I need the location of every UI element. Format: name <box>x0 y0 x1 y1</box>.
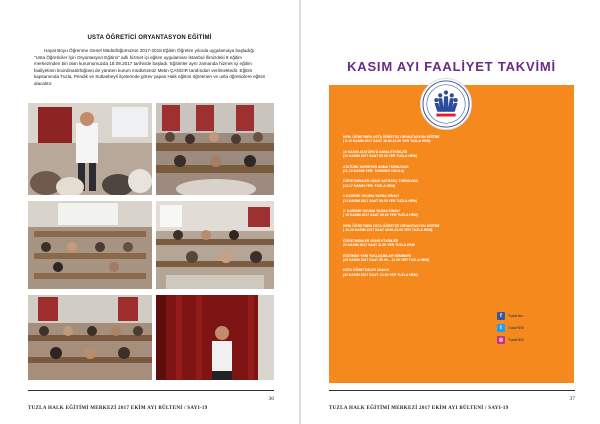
footer-text: TUZLA HALK EĞİTİMİ MERKEZİ 2017 EKİM AYI BÜLTENİ / SAYI-19 <box>28 406 208 411</box>
social-links <box>497 311 565 347</box>
event-item <box>343 209 481 218</box>
facebook-icon: f <box>497 312 505 320</box>
footer-rule <box>28 390 274 391</box>
photo-classroom-right <box>156 201 274 289</box>
event-title: ÖĞRETMENLER GÜNÜ SATRANÇ TURNUVASI <box>343 179 419 184</box>
event-item <box>343 224 481 233</box>
footer-text: TUZLA HALK EĞİTİMİ MERKEZİ 2017 EKİM AYI BÜLTENİ / SAYI-19 <box>329 406 509 411</box>
instagram-icon: ◎ <box>498 337 504 343</box>
social-label: TuzlaHEM <box>508 338 524 342</box>
event-list <box>343 135 481 283</box>
event-date: (13-17 KASIM YER: TUZLA HEM) <box>343 183 396 188</box>
photo-speaker <box>156 295 274 380</box>
event-item <box>343 135 481 144</box>
event-date: 24 KASIM 2017 SAAT 11.00 YER TUZLA HEM <box>343 243 415 248</box>
footer <box>329 396 575 411</box>
page-number: 36 <box>268 396 274 402</box>
article-paragraph: Hayat Boyu Öğrenme Genel Müdürlüğümüzün 2017-2018 Eğitim Öğretim yılında uygulamaya başladığı "Usta Öğreticiler İçin Oryantasyon Eğitimi" adlı hizmet içi eğitim uygulaması İstanbul İlimizdeki 8 eğitim merkezinden biri olan kurumumuzda 18.09.2017 tarihinde başladı. Eğitimler aynı zamanda hizmet içi eğitim faaliyetinin koordinatörlüğünü de yürüten kurum müdürümüz Metin ÇANGIR tarafından verilmektedir. Eğitim kapsamında Tuzla, Pendik ve Sultanbeyli ilçelerinde görev yapan Halk eğitimi öğretmen ve usta öğreticilere eğitim alacaktır. <box>34 48 266 86</box>
event-title: HEM. ÖĞRETMEN USTA ÖĞRETİCİ ORYANTASYON EĞİTİMİ <box>343 135 440 139</box>
event-title: 10 KASIM ATATÜRK'Ü ANMA ETKİNLİĞİ <box>343 149 407 154</box>
photo-classroom-left <box>28 201 152 289</box>
photo-group <box>28 295 152 380</box>
event-title: ATATÜRK KURSİYER ANMA TURNUVASI <box>343 164 409 169</box>
social-link-facebook[interactable] <box>497 311 565 321</box>
event-date: ( 15 KASIM 2017 SAAT 09.00 YER TUZLA HEM) <box>343 213 418 218</box>
event-item <box>343 268 481 277</box>
event-date: (11-12 KASIM YER: TANIMSIZ OKULU) <box>343 169 405 174</box>
event-date: (10 KASIM 2017 SAAT 09.05 YER TUZLA HEM) <box>343 154 417 159</box>
page-number: 37 <box>569 396 575 402</box>
event-title: ÖĞRETMENLER GÜNÜ ETKİNLİĞİ <box>343 238 399 243</box>
event-date: ( 6-10 KASIM 2017 SAAT 16.00-21.00 YER TUZLA HEM) <box>343 139 431 144</box>
event-title: 2. KADEME OKUMA YAZMA SINAVI <box>343 209 400 214</box>
event-item <box>343 165 481 174</box>
social-link-twitter[interactable] <box>497 323 565 333</box>
event-title: 1.KADEME OKUMA YAZMA SINAVI <box>343 194 399 199</box>
event-title: HEM. ÖĞRETMEN USTA ÖĞRETİCİ ORYANTASYON EĞİTİMİ <box>343 223 440 228</box>
right-page <box>301 0 600 424</box>
event-date: ( 16-20 KASIM 2017 SAAT 16.00-21.00 YER TUZLA HEM) <box>343 228 433 233</box>
left-page <box>0 0 299 424</box>
event-date: (30 KASIM 2017 SAAT: 13.00 YER TUZLA HEM) <box>343 272 418 277</box>
social-label: TuzlaHEM <box>508 326 524 330</box>
calendar-heading: KASIM AYI FAALİYET TAKVİMİ <box>347 59 556 74</box>
photo-audience <box>156 103 274 195</box>
event-item <box>343 239 481 248</box>
article-body <box>34 48 266 88</box>
social-link-instagram[interactable] <box>497 335 565 345</box>
event-date: (28 KASIM 2017 SAAT 09.00 – 12.00 YER TUZLA HEM) <box>343 257 430 262</box>
footer <box>28 396 274 411</box>
event-title: EĞİTİMDE YENİ YAKLAŞIMLAR SEMİNERİ <box>343 253 411 258</box>
photo-presenter <box>28 103 152 195</box>
event-item <box>343 179 481 188</box>
event-title: USTA ÖĞRETİCİLER OKULU <box>343 268 389 273</box>
calendar-card <box>329 43 574 383</box>
social-label: TuzlaHem <box>508 314 524 318</box>
institution-logo <box>420 78 472 130</box>
event-item <box>343 150 481 159</box>
event-date: (14 KASIM 2017 SAAT 09.00 YER TUZLA HEM) <box>343 198 417 203</box>
twitter-icon: t <box>497 324 505 332</box>
event-item <box>343 254 481 263</box>
page-title: USTA ÖĞRETİCİ ORYANTASYON EĞİTİMİ <box>87 35 212 41</box>
event-item <box>343 194 481 203</box>
footer-rule <box>329 390 575 391</box>
